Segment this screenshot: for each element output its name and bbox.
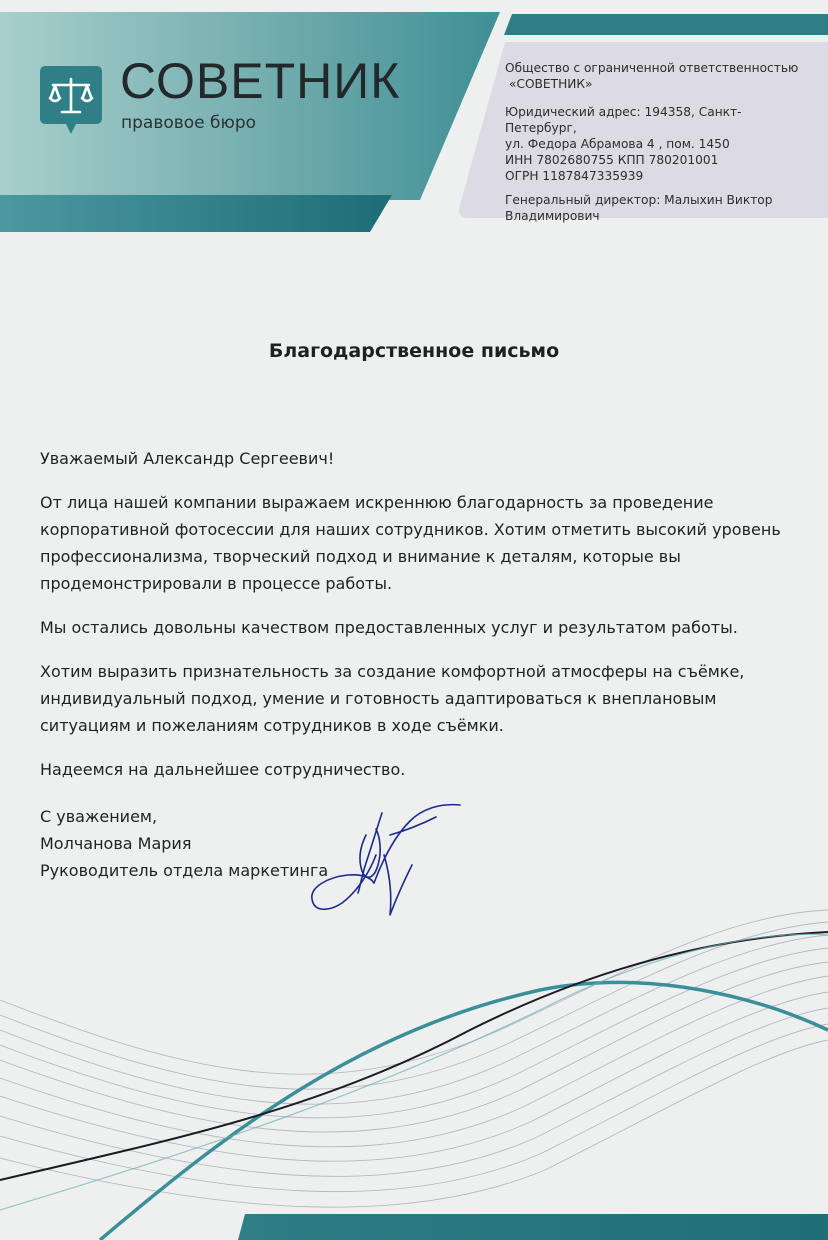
company-name: «СОВЕТНИК»	[509, 77, 593, 91]
company-address-line2: ул. Федора Абрамова 4 , пом. 1450	[505, 137, 730, 151]
scales-of-justice-icon	[40, 66, 102, 136]
signer-position: Руководитель отдела маркетинга	[40, 861, 329, 880]
letter-greeting: Уважаемый Александр Сергеевич!	[40, 449, 335, 468]
company-address-line1: Юридический адрес: 194358, Санкт-Петербург,	[505, 105, 742, 135]
footer-band	[0, 1208, 828, 1240]
letter-title: Благодарственное письмо	[268, 340, 560, 362]
company-legal-form: Общество с ограниченной ответственностью	[505, 61, 799, 75]
header-top-right-band	[504, 14, 828, 35]
wave-dark	[0, 932, 828, 1180]
company-director-line2: Владимирович	[505, 209, 600, 223]
company-info	[505, 60, 805, 224]
header-dark-band	[0, 195, 392, 232]
letter-paragraph: От лица нашей компании выражаем искреннюю благодарность за проведение корпоративной фотосессии для наших сотрудников. Хотим отметить высокий уровень профессионализма, творческий подход и внимание к деталям, которые вы продемонстрировали в процессе работы.	[40, 493, 781, 593]
closing-regards: С уважением,	[40, 807, 158, 826]
brand-name: СОВЕТНИК	[120, 53, 401, 109]
company-director-line1: Генеральный директор: Малыхин Виктор	[505, 193, 773, 207]
brand-subtitle: правовое бюро	[121, 113, 257, 133]
letter-paragraph: Надеемся на дальнейшее сотрудничество.	[40, 760, 406, 779]
signer-name: Молчанова Мария	[40, 834, 192, 853]
letter-paragraph: Хотим выразить признательность за создание комфортной атмосферы на съёмке, индивидуальный подход, умение и готовность адаптироваться к внеплановым ситуациям и пожеланиям сотрудников в ходе съёмки.	[40, 662, 745, 735]
letter-paragraph: Мы остались довольны качеством предоставленных услуг и результатом работы.	[40, 618, 738, 637]
company-ogrn: ОГРН 1187847335939	[505, 169, 644, 183]
decorative-waves	[0, 880, 828, 1240]
company-inn-kpp: ИНН 7802680755 КПП 780201001	[505, 153, 719, 167]
